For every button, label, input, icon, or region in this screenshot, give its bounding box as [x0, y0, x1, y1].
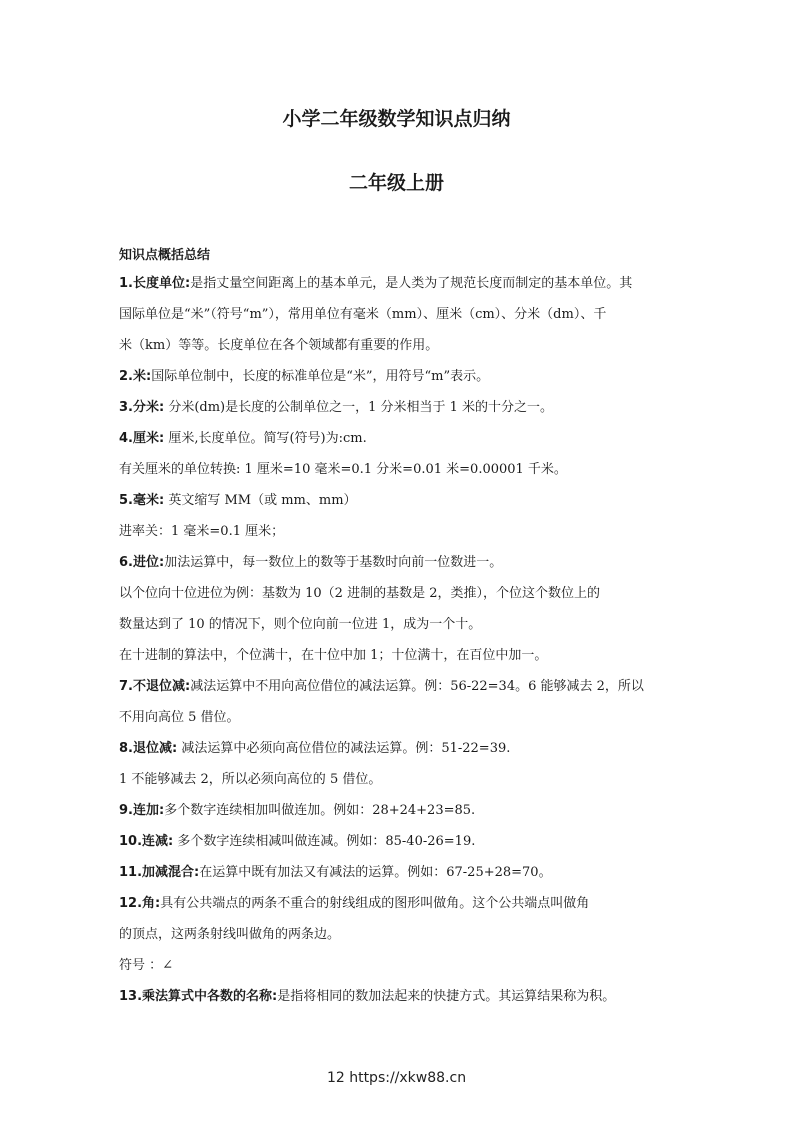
- text-line: [119, 954, 679, 985]
- line-text: 是指丈量空间距离上的基本单元，是人类为了规范长度而制定的基本单位。其: [190, 276, 633, 291]
- text-line: [119, 520, 679, 551]
- text-line: [119, 923, 679, 954]
- section-heading: 知识点概括总结: [119, 248, 211, 263]
- page-footer: 12 https://xkw88.cn: [326, 1070, 467, 1086]
- term-label: 11.加减混合:: [119, 865, 200, 880]
- text-line: [119, 365, 679, 396]
- line-text: 米（km）等等。长度单位在各个领域都有重要的作用。: [119, 338, 439, 353]
- line-text: 分米(dm)是长度的公制单位之一，1 分米相当于 1 米的十分之一。: [164, 400, 554, 415]
- text-line: [119, 737, 679, 768]
- text-line: [119, 334, 679, 365]
- term-label: 3.分米:: [119, 400, 165, 415]
- term-label: 1.长度单位:: [119, 276, 191, 291]
- text-line: [119, 675, 679, 706]
- term-label: 13.乘法算式中各数的名称:: [119, 989, 278, 1004]
- term-label: 8.退位减:: [119, 741, 178, 756]
- text-line: [119, 272, 679, 303]
- line-text: 不用向高位 5 借位。: [119, 710, 240, 725]
- line-text: 厘米,长度单位。简写(符号)为:cm.: [164, 431, 367, 446]
- line-text: 多个数字连续相减叫做连减。例如：85-40-26=19.: [173, 834, 476, 849]
- line-text: 在十进制的算法中，个位满十，在十位中加 1；十位满十，在百位中加一。: [119, 648, 548, 663]
- line-text: 加法运算中，每一数位上的数等于基数时向前一位数进一。: [164, 555, 503, 570]
- text-line: [119, 551, 679, 582]
- text-line: [119, 613, 679, 644]
- term-label: 2.米:: [119, 369, 152, 384]
- line-text: 多个数字连续相加叫做连加。例如：28+24+23=85.: [164, 803, 476, 818]
- line-text: 在运算中既有加法又有减法的运算。例如：67-25+28=70。: [199, 865, 552, 880]
- line-text: 数量达到了 10 的情况下，则个位向前一位进 1，成为一个十。: [119, 617, 482, 632]
- text-line: [119, 458, 679, 489]
- page-subtitle: 二年级上册: [348, 172, 444, 194]
- term-label: 6.进位:: [119, 555, 165, 570]
- line-text: 进率关：1 毫米=0.1 厘米；: [119, 524, 285, 539]
- text-line: [119, 706, 679, 737]
- text-line: [119, 861, 679, 892]
- line-text: 具有公共端点的两条不重合的射线组成的图形叫做角。这个公共端点叫做角: [160, 896, 590, 911]
- text-line: [119, 830, 679, 861]
- text-line: [119, 396, 679, 427]
- line-text: 符号 ：∠: [119, 958, 174, 973]
- term-label: 5.毫米:: [119, 493, 165, 508]
- text-line: [119, 985, 679, 1016]
- line-text: 以个位向十位进位为例：基数为 10（2 进制的基数是 2，类推），个位这个数位上的: [119, 586, 600, 601]
- term-label: 4.厘米:: [119, 431, 165, 446]
- line-text: 减法运算中必须向高位借位的减法运算。例：51-22=39.: [177, 741, 511, 756]
- page-title: 小学二年级数学知识点归纳: [282, 108, 511, 130]
- text-line: [119, 644, 679, 675]
- term-label: 9.连加:: [119, 803, 165, 818]
- line-text: 国际单位制中，长度的标准单位是“米”，用符号“m”表示。: [151, 369, 490, 384]
- line-text: 减法运算中不用向高位借位的减法运算。例：56-22=34。6 能够减去 2，所以: [190, 679, 644, 694]
- line-text: 是指将相同的数加法起来的快捷方式。其运算结果称为积。: [277, 989, 616, 1004]
- line-text: 国际单位是“米”（符号“m”），常用单位有毫米（mm）、厘米（cm）、分米（dm）、千: [119, 307, 607, 322]
- text-line: [119, 582, 679, 613]
- text-line: [119, 489, 679, 520]
- text-line: [119, 892, 679, 923]
- line-text: 英文缩写 MM（或 mm、mm）: [164, 493, 357, 508]
- term-label: 12.角:: [119, 896, 161, 911]
- text-line: [119, 799, 679, 830]
- line-text: 1 不能够减去 2，所以必须向高位的 5 借位。: [119, 772, 382, 787]
- term-label: 7.不退位减:: [119, 679, 191, 694]
- text-line: [119, 768, 679, 799]
- term-label: 10.连减:: [119, 834, 174, 849]
- document-body: [119, 272, 679, 1016]
- text-line: [119, 427, 679, 458]
- line-text: 的顶点，这两条射线叫做角的两条边。: [119, 927, 341, 942]
- line-text: 有关厘米的单位转换: 1 厘米=10 毫米=0.1 分米=0.01 米=0.00001 千米。: [119, 462, 567, 477]
- text-line: [119, 303, 679, 334]
